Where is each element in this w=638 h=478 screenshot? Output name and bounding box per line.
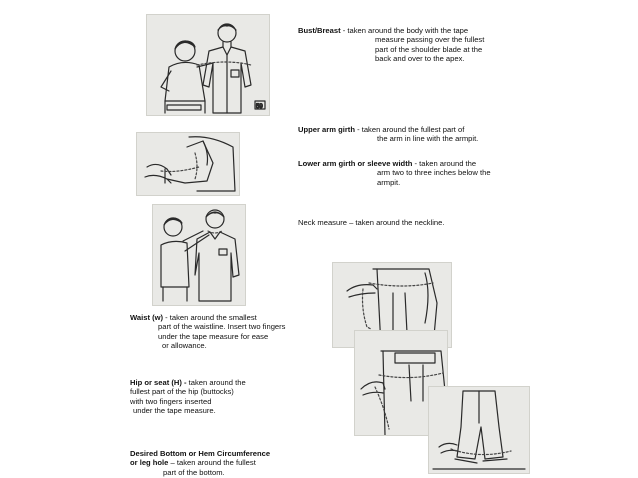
upper-arm-term: Upper arm girth bbox=[298, 125, 355, 134]
upper-arm-line-1: taken around the fullest part of bbox=[361, 125, 465, 134]
hem-line-1: – taken around the fullest bbox=[170, 458, 256, 468]
neck-text bbox=[298, 218, 444, 227]
hip-text bbox=[130, 378, 246, 416]
hem-illustration bbox=[428, 386, 530, 474]
upper-arm-separator: - bbox=[354, 125, 362, 134]
bust-term: Bust/Breast bbox=[298, 26, 341, 35]
waist-line-1: taken around the smallest bbox=[169, 313, 257, 322]
bust-line-1: taken around the body with the tape bbox=[347, 26, 469, 35]
lower-arm-separator: - bbox=[412, 159, 420, 168]
hem-term-line-1: Desired Bottom or Hem Circumference bbox=[130, 449, 271, 458]
waist-text bbox=[130, 313, 285, 351]
figure-number-label: 59 bbox=[256, 104, 263, 110]
lower-arm-line-2: arm two to three inches below the bbox=[377, 168, 491, 178]
bust-line-4: back and over to the apex. bbox=[375, 54, 465, 64]
bust-line-3: part of the shoulder blade at the bbox=[375, 44, 483, 54]
waist-line-2: part of the waistline. Insert two fingers bbox=[158, 322, 286, 332]
hip-line-4: under the tape measure. bbox=[133, 406, 216, 416]
hem-text bbox=[130, 449, 270, 477]
hip-line-3: with two fingers inserted bbox=[130, 396, 212, 406]
arm-girth-illustration bbox=[136, 132, 240, 196]
hem-line-2: part of the bottom. bbox=[163, 467, 225, 477]
bust-illustration bbox=[146, 14, 270, 116]
lower-arm-text bbox=[298, 159, 491, 187]
hip-line-1: taken around the bbox=[188, 378, 246, 387]
bust-separator: - bbox=[340, 26, 348, 35]
upper-arm-text bbox=[298, 125, 478, 144]
lower-arm-line-3: armpit. bbox=[377, 177, 401, 187]
upper-arm-line-2: the arm in line with the armpit. bbox=[377, 134, 479, 144]
waist-term: Waist (w) bbox=[130, 313, 164, 322]
hem-term-line-2: or leg hole bbox=[130, 458, 169, 468]
hip-line-2: fullest part of the hip (buttocks) bbox=[130, 387, 234, 397]
waist-line-3: under the tape measure for ease bbox=[158, 331, 269, 341]
bust-text bbox=[298, 26, 484, 64]
bust-line-2: measure passing over the fullest bbox=[375, 35, 485, 45]
waist-line-4: or allowance. bbox=[162, 341, 207, 351]
neck-illustration bbox=[152, 204, 246, 306]
lower-arm-line-1: taken around the bbox=[419, 159, 477, 168]
waist-separator: - bbox=[163, 313, 170, 322]
neck-line: Neck measure – taken around the neckline. bbox=[298, 218, 445, 227]
hip-term: Hip or seat (H) - bbox=[130, 378, 187, 387]
lower-arm-term: Lower arm girth or sleeve width bbox=[298, 159, 413, 168]
